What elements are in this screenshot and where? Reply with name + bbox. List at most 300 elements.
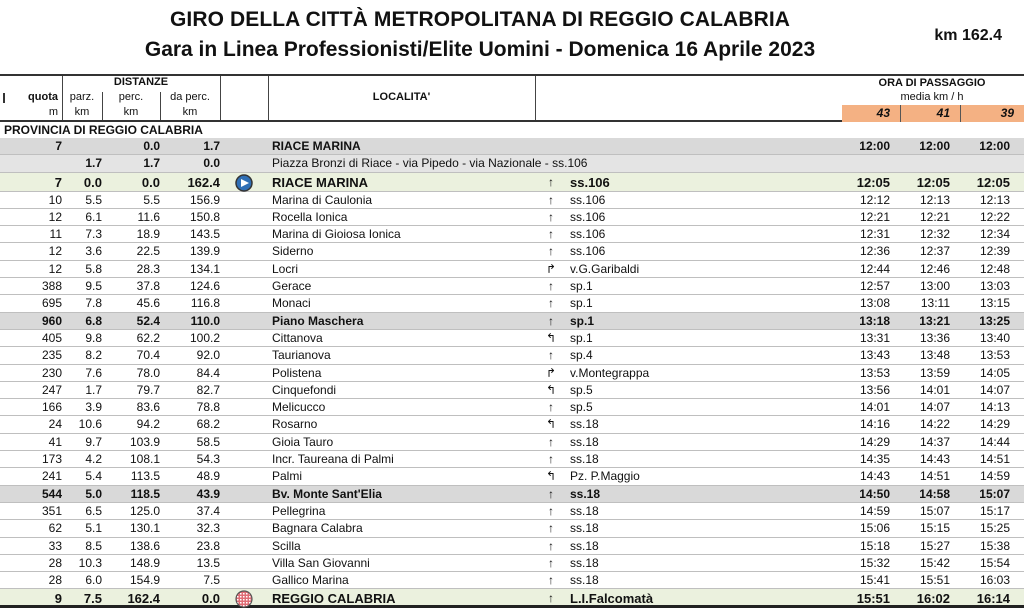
time-41: 15:27 [919,538,950,553]
localita-cell: REGGIO CALABRIA [272,591,396,607]
perc-cell: 103.9 [129,434,160,449]
time-43: 14:29 [859,434,890,449]
parz-cell: 6.5 [85,503,102,518]
da-perc-cell: 92.0 [196,348,220,363]
time-39: 13:53 [979,348,1010,363]
localita-cell: RIACE MARINA [272,139,361,153]
quota-unit: m [48,106,58,118]
da-perc-cell: 48.9 [196,469,220,484]
table-row [0,520,1024,537]
da-perc-cell: 100.2 [189,330,220,345]
direction-arrow-icon: ↑ [548,244,554,259]
time-43: 13:56 [859,382,890,397]
quota-cell: 388 [41,279,62,294]
direction-arrow-icon: ↑ [548,573,554,588]
time-43: 12:57 [859,279,890,294]
quota-cell: 695 [41,296,62,311]
table-row [0,278,1024,295]
time-43: 13:43 [859,348,890,363]
time-43: 12:00 [859,139,890,153]
time-41: 12:46 [919,261,950,276]
parz-cell: 8.2 [85,348,102,363]
parz-cell: 5.4 [85,469,102,484]
perc-cell: 62.2 [136,330,160,345]
time-39: 14:51 [979,452,1010,467]
direction-arrow-icon: ↑ [548,348,554,363]
direction-arrow-icon: ↑ [548,503,554,518]
time-41: 12:13 [919,192,950,207]
time-43: 12:05 [856,174,890,190]
media-header: media km / h [900,91,964,103]
time-39: 14:29 [979,417,1010,432]
table-row [0,486,1024,503]
perc-cell: 18.9 [136,227,160,242]
neutral-route-note: Piazza Bronzi di Riace - via Pipedo - via Nazionale - ss.106 [272,156,588,171]
table-row [0,365,1024,382]
localita-cell: Melicucco [272,400,326,415]
quota-cell: 28 [48,555,62,570]
road-cell: L.I.Falcomatà [570,591,654,607]
perc-cell: 5.5 [143,192,160,207]
da-perc-cell: 78.8 [196,400,220,415]
table-row [0,503,1024,520]
perc-cell: 70.4 [136,348,160,363]
da-perc-cell: 37.4 [196,503,220,518]
localita-cell: Bv. Monte Sant'Elia [272,486,382,501]
localita-cell: Gioia Tauro [272,434,334,449]
localita-cell: Gallico Marina [272,573,349,588]
perc-cell: 79.7 [136,382,160,397]
time-41: 14:37 [919,434,950,449]
perc-cell: 11.6 [137,209,160,224]
time-41: 13:21 [919,313,950,328]
localita-cell: Incr. Taureana di Palmi [272,452,394,467]
time-43: 12:12 [859,192,890,207]
localita-header: LOCALITA' [372,91,431,103]
time-39: 16:03 [979,573,1010,588]
localita-cell: Cittanova [272,330,323,345]
localita-cell: Scilla [272,538,301,553]
time-41: 14:07 [919,400,950,415]
perc-cell: 22.5 [136,244,160,259]
table-row [0,399,1024,416]
table-row [0,538,1024,555]
direction-arrow-icon: ↑ [548,192,554,207]
parz-cell: 7.6 [85,365,102,380]
time-41: 13:00 [919,279,950,294]
time-41: 12:21 [919,209,950,224]
quota-cell: 62 [48,521,62,536]
da-perc-cell: 54.3 [196,452,220,467]
da-perc-header: da perc. [170,91,210,103]
time-43: 12:36 [859,244,890,259]
row-container [0,173,1024,609]
road-cell: v.Montegrappa [570,365,650,380]
quota-cell: 24 [48,417,62,432]
road-cell: ss.18 [570,521,599,536]
quota-cell: 544 [41,486,62,501]
time-39: 13:15 [979,296,1010,311]
direction-arrow-icon: ↰ [545,330,557,345]
perc-cell: 138.6 [129,538,160,553]
time-41: 15:42 [919,555,950,570]
quota-cell: 960 [41,313,62,328]
time-39: 15:25 [979,521,1010,536]
time-43: 15:51 [856,591,890,607]
time-39: 13:40 [979,330,1010,345]
da-perc-cell: 162.4 [187,174,220,190]
parz-cell: 6.1 [85,209,102,224]
table-row [0,209,1024,226]
speed-39: 39 [960,105,1024,122]
localita-cell: Rocella Ionica [272,209,348,224]
da-perc-cell: 7.5 [203,573,220,588]
road-cell: ss.18 [570,573,599,588]
localita-cell: Cinquefondi [272,382,337,397]
direction-arrow-icon: ↑ [548,434,554,449]
province-label: PROVINCIA DI REGGIO CALABRIA [4,123,203,137]
localita-cell: Villa San Giovanni [272,555,370,570]
parz-cell: 10.6 [78,417,102,432]
time-39: 13:25 [979,313,1010,328]
road-cell: ss.106 [570,192,606,207]
table-row [0,434,1024,451]
localita-cell: Siderno [272,244,314,259]
time-41: 14:43 [919,452,950,467]
race-title: GIRO DELLA CITTÀ METROPOLITANA DI REGGIO CALABRIA [169,8,791,31]
perc-cell: 78.0 [136,365,160,380]
da-perc-cell: 156.9 [189,192,220,207]
time-43: 15:06 [859,521,890,536]
table-row [0,555,1024,572]
ora-header: ORA DI PASSAGGIO [878,77,986,89]
parz-cell: 9.8 [85,330,102,345]
road-cell: ss.18 [570,503,599,518]
time-39: 14:59 [979,469,1010,484]
time-43: 12:31 [859,227,890,242]
perc-unit: km [123,106,139,118]
time-39: 14:07 [979,382,1010,397]
time-41: 14:51 [919,469,950,484]
localita-cell: Polistena [272,365,322,380]
direction-arrow-icon: ↑ [548,591,554,606]
time-41: 13:48 [919,348,950,363]
time-39: 14:05 [979,365,1010,380]
parz-cell: 7.5 [83,591,102,607]
time-41: 12:37 [919,244,950,259]
table-row [0,192,1024,209]
parz-cell: 9.7 [85,434,102,449]
parz-cell: 7.3 [85,227,102,242]
direction-arrow-icon: ↑ [548,313,554,328]
direction-arrow-icon: ↑ [548,521,554,536]
time-43: 15:18 [859,538,890,553]
time-41: 12:05 [916,174,950,190]
quota-cell: 247 [41,382,62,397]
parz-cell: 6.0 [85,573,102,588]
quota-cell: 173 [41,452,62,467]
road-cell: sp.1 [570,296,593,311]
localita-cell: Locri [272,261,299,276]
direction-arrow-icon: ↑ [548,555,554,570]
localita-cell: Rosarno [272,417,318,432]
road-cell: sp.5 [570,400,593,415]
time-43: 13:53 [859,365,890,380]
da-perc-cell: 68.2 [196,417,220,432]
time-43: 13:08 [859,296,890,311]
quota-cell: 33 [48,538,62,553]
perc-cell: 28.3 [136,261,160,276]
direction-arrow-icon: ↑ [548,174,554,189]
time-39: 12:00 [979,139,1010,153]
time-39: 12:39 [979,244,1010,259]
perc-cell: 37.8 [136,279,160,294]
da-perc-cell: 124.6 [189,279,220,294]
time-39: 12:13 [979,192,1010,207]
direction-arrow-icon: ↱ [545,261,557,276]
parz-cell: 1.7 [85,382,102,397]
parz-unit: km [74,106,90,118]
perc-cell: 52.4 [136,313,160,328]
table-row [0,589,1024,608]
time-41: 13:36 [919,330,950,345]
time-39: 14:13 [979,400,1010,415]
direction-arrow-icon: ↑ [548,538,554,553]
speed-41: 41 [900,105,960,122]
table-row [0,468,1024,485]
perc-cell: 154.9 [129,573,160,588]
road-cell: sp.1 [570,330,593,345]
distanze-header: DISTANZE [113,76,169,88]
perc-cell: 1.7 [143,156,160,171]
direction-arrow-icon: ↰ [545,382,557,397]
time-41: 13:11 [920,296,950,311]
quota-cell: 351 [41,503,62,518]
localita-cell: Piano Maschera [272,313,364,328]
perc-cell: 113.5 [130,469,160,484]
localita-cell: Palmi [272,469,303,484]
parz-cell: 5.8 [85,261,102,276]
parz-cell: 9.5 [85,279,102,294]
parz-cell: 3.9 [85,400,102,415]
time-39: 15:07 [979,486,1010,501]
da-perc-cell: 84.4 [196,365,220,380]
direction-arrow-icon: ↑ [548,209,554,224]
parz-cell: 3.6 [85,244,102,259]
race-subtitle: Gara in Linea Professionisti/Elite Uomini - Domenica 16 Aprile 2023 [144,38,816,61]
localita-cell: Gerace [272,279,312,294]
da-perc-cell: 82.7 [196,382,220,397]
localita-cell: RIACE MARINA [272,174,369,190]
time-43: 14:50 [859,486,890,501]
time-41: 14:58 [919,486,950,501]
parz-header: parz. [69,91,95,103]
time-39: 14:44 [979,434,1010,449]
time-39: 12:05 [976,174,1010,190]
direction-arrow-icon: ↑ [548,279,554,294]
road-cell: ss.106 [570,209,606,224]
table-row [0,330,1024,347]
road-cell: ss.106 [570,227,606,242]
quota-cell: 405 [41,330,62,345]
time-39: 15:38 [979,538,1010,553]
table-row [0,382,1024,399]
road-cell: ss.18 [570,434,599,449]
time-43: 12:21 [859,209,890,224]
perc-cell: 0.0 [141,174,160,190]
table-row [0,572,1024,589]
road-cell: sp.5 [570,382,593,397]
time-39: 16:14 [976,591,1010,607]
time-43: 14:01 [859,400,890,415]
quota-cell: 7 [55,139,62,153]
time-41: 15:51 [919,573,950,588]
road-cell: ss.18 [570,452,599,467]
perc-cell: 125.0 [129,503,160,518]
finish-icon [234,590,254,607]
quota-cell: 7 [54,174,62,190]
time-41: 14:01 [919,382,950,397]
time-41: 13:59 [919,365,950,380]
start-icon [234,174,254,191]
da-perc-cell: 134.1 [189,261,220,276]
da-perc-unit: km [182,106,198,118]
table-row [0,226,1024,243]
pre-start-row [0,138,1024,155]
time-43: 13:31 [859,330,890,345]
perc-cell: 0.0 [143,139,160,153]
quota-header: quota [28,91,58,103]
table-row [0,173,1024,192]
perc-cell: 130.1 [129,521,160,536]
route-table [0,138,1024,608]
direction-arrow-icon: ↰ [545,469,557,484]
perc-cell: 118.5 [130,486,160,501]
time-41: 12:00 [919,139,950,153]
da-perc-cell: 32.3 [196,521,220,536]
total-distance: km 162.4 [934,27,1002,44]
direction-arrow-icon: ↑ [548,296,554,311]
quota-cell: 235 [41,348,62,363]
road-cell: v.G.Garibaldi [570,261,640,276]
road-cell: sp.1 [570,279,593,294]
direction-arrow-icon: ↑ [548,227,554,242]
parz-cell: 5.1 [85,521,102,536]
perc-header: perc. [118,91,144,103]
quota-cell: 12 [48,209,62,224]
road-cell: sp.1 [570,313,595,328]
da-perc-cell: 58.5 [196,434,220,449]
speed-43: 43 [842,105,900,122]
table-row [0,451,1024,468]
time-39: 12:48 [979,261,1010,276]
direction-arrow-icon: ↑ [548,452,554,467]
road-cell: ss.18 [570,555,599,570]
quota-cell: 12 [48,244,62,259]
quota-cell: 9 [54,591,62,607]
time-43: 14:59 [859,503,890,518]
time-39: 15:54 [979,555,1010,570]
da-perc-cell: 0.0 [201,591,220,607]
da-perc-cell: 13.5 [196,555,220,570]
direction-arrow-icon: ↰ [545,417,557,432]
localita-cell: Marina di Gioiosa Ionica [272,227,401,242]
time-39: 13:03 [979,279,1010,294]
localita-cell: Monaci [272,296,311,311]
time-43: 15:32 [859,555,890,570]
quota-cell: 11 [49,227,62,242]
da-perc-cell: 143.5 [189,227,220,242]
localita-cell: Marina di Caulonia [272,192,373,207]
time-41: 14:22 [919,417,950,432]
da-perc-cell: 0.0 [203,156,220,171]
da-perc-cell: 150.8 [189,209,220,224]
parz-cell: 8.5 [85,538,102,553]
perc-cell: 162.4 [127,591,160,607]
localita-cell: Bagnara Calabra [272,521,363,536]
time-39: 15:17 [979,503,1010,518]
road-cell: Pz. P.Maggio [570,469,640,484]
road-cell: ss.18 [570,486,601,501]
perc-cell: 148.9 [129,555,160,570]
perc-cell: 83.6 [136,400,160,415]
direction-arrow-icon: ↑ [548,400,554,415]
quota-cell: 241 [41,469,62,484]
table-row [0,295,1024,312]
time-43: 14:16 [859,417,890,432]
time-41: 16:02 [916,591,950,607]
direction-arrow-icon: ↑ [548,486,554,501]
perc-cell: 108.1 [129,452,160,467]
quota-cell: 28 [48,573,62,588]
table-row [0,313,1024,330]
parz-cell: 1.7 [85,156,102,171]
da-perc-cell: 23.8 [196,538,220,553]
parz-cell: 7.8 [85,296,102,311]
table-header [0,74,1024,122]
quota-cell: 12 [48,261,62,276]
parz-cell: 6.8 [85,313,102,328]
parz-cell: 4.2 [85,452,102,467]
road-cell: ss.18 [570,417,599,432]
time-41: 15:07 [919,503,950,518]
da-perc-cell: 110.0 [190,313,220,328]
time-43: 14:43 [859,469,890,484]
time-43: 13:18 [859,313,890,328]
direction-arrow-icon: ↱ [545,365,557,380]
quota-cell: 230 [41,365,62,380]
perc-cell: 45.6 [136,296,160,311]
time-43: 14:35 [859,452,890,467]
table-row [0,261,1024,278]
time-39: 12:22 [979,209,1010,224]
localita-cell: Pellegrina [272,503,326,518]
localita-cell: Taurianova [272,348,331,363]
road-cell: ss.106 [570,174,610,190]
time-41: 12:32 [919,227,950,242]
quota-cell: 10 [48,192,62,207]
road-cell: ss.18 [570,538,599,553]
parz-cell: 5.5 [85,192,102,207]
quota-cell: 166 [41,400,62,415]
table-row [0,243,1024,260]
parz-cell: 5.0 [85,486,102,501]
da-perc-cell: 1.7 [203,139,220,153]
da-perc-cell: 116.8 [190,296,220,311]
time-43: 12:44 [859,261,890,276]
quota-cell: 41 [48,434,62,449]
time-41: 15:15 [919,521,950,536]
